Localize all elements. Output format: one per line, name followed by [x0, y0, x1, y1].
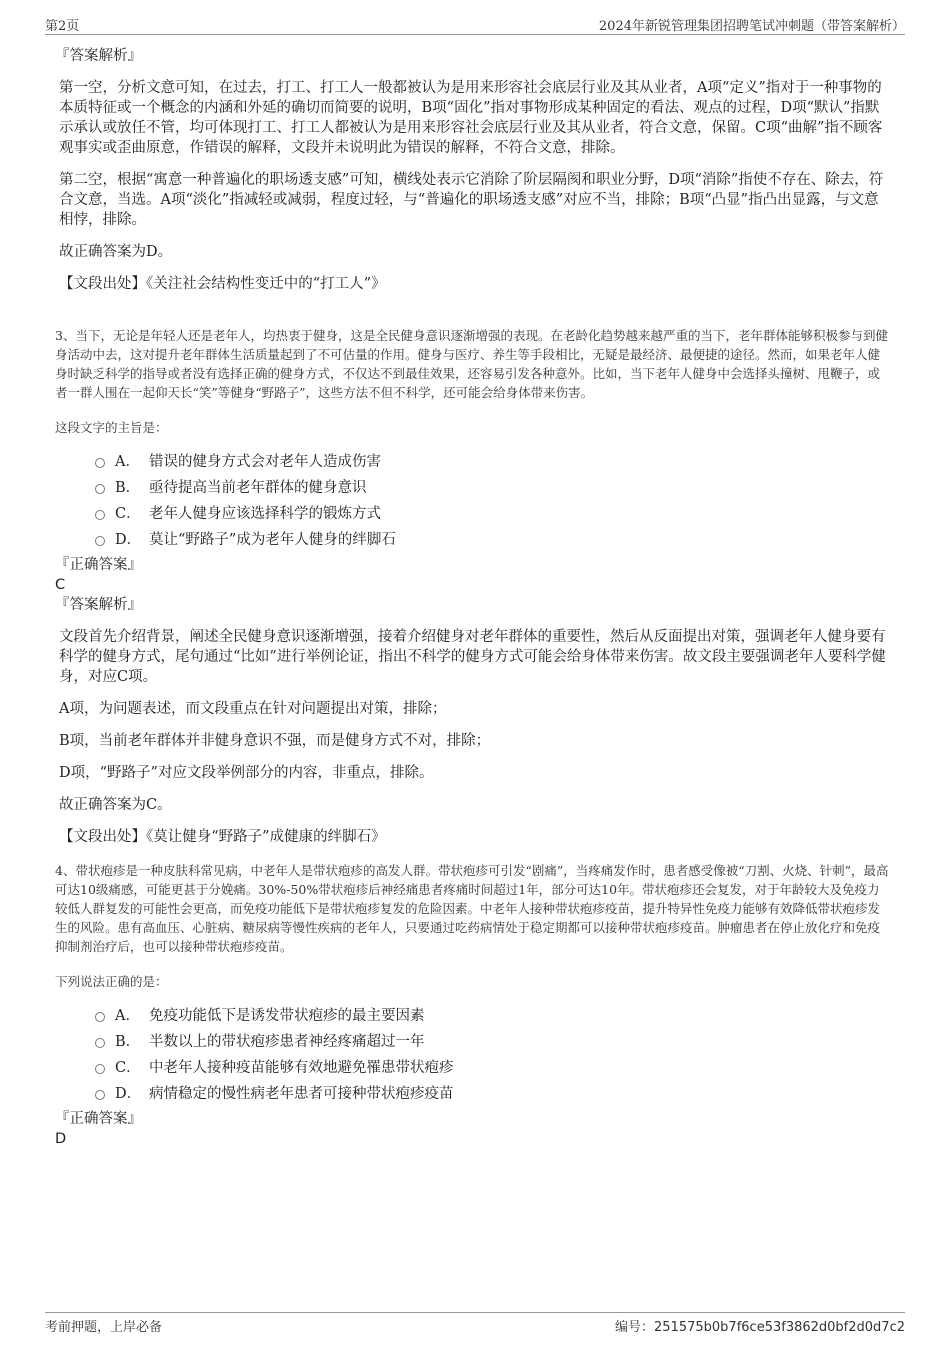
q3-option-c[interactable]	[95, 499, 890, 525]
document-title: 2024年新锐管理集团招聘笔试冲刺题（带答案解析）	[598, 19, 905, 34]
radio-icon[interactable]	[95, 536, 105, 546]
radio-icon[interactable]	[95, 1064, 105, 1074]
radio-icon[interactable]	[95, 510, 105, 520]
option-letter: D．	[115, 531, 142, 548]
q3-option-b[interactable]	[95, 473, 890, 499]
q4-prompt: 下列说法正确的是：	[55, 974, 168, 989]
q3-option-d[interactable]	[95, 525, 890, 551]
code-value: 251575b0b7f6ce53f3862d0bf2d0d7c2	[654, 1320, 905, 1335]
footer-slogan: 考前押题，上岸必备	[45, 1320, 163, 1335]
radio-icon[interactable]	[95, 1012, 105, 1022]
option-text: 老年人健身应该选择科学的锻炼方式	[149, 505, 381, 522]
document-code	[615, 1316, 905, 1335]
option-letter: B．	[115, 479, 141, 496]
option-text: 免疫功能低下是诱发带状疱疹的最主要因素	[149, 1007, 425, 1024]
option-letter: B．	[115, 1033, 141, 1050]
radio-icon[interactable]	[95, 458, 105, 468]
q4-option-d[interactable]	[95, 1079, 890, 1105]
q2-analysis-para2: 第二空，根据“寓意一种普遍化的职场透支感”可知，横线处表示它消除了阶层隔阂和职业分野，D项“消除”指使不存在、除去，符合文意，当选。A项“淡化”指减轻或减弱，程度过轻，与“普遍化的职场透支感”对应不当，排除；B项“凸显”指凸出显露，与文意相悖，排除。	[59, 172, 884, 228]
radio-icon[interactable]	[95, 484, 105, 494]
q4-option-c[interactable]	[95, 1053, 890, 1079]
q3-analysis-a: A项，为问题表述，而文段重点在针对问题提出对策，排除；	[59, 701, 447, 717]
q2-conclusion: 故正确答案为D。	[59, 244, 173, 260]
q3-analysis-d: D项，“野路子”对应文段举例部分的内容，非重点，排除。	[59, 765, 434, 781]
option-text: 中老年人接种疫苗能够有效地避免罹患带状疱疹	[149, 1059, 454, 1076]
page-content	[55, 46, 890, 1149]
q3-analysis-label: 『答案解析』	[55, 597, 142, 613]
radio-icon[interactable]	[95, 1090, 105, 1100]
q3-conclusion: 故正确答案为C。	[59, 797, 172, 813]
radio-icon[interactable]	[95, 1038, 105, 1048]
page-header	[45, 12, 905, 35]
q4-answer-label: 『正确答案』	[55, 1111, 142, 1127]
q3-source: 【文段出处】《莫让健身“野路子”成健康的绊脚石》	[59, 829, 386, 845]
q4-stem: 4、带状疱疹是一种皮肤科常见病，中老年人是带状疱疹的高发人群。带状疱疹可引发“剧痛”，当疼痛发作时，患者感受像被“刀割、火烧、针刺”，最高可达10级痛感，可能更甚于分娩痛。30%-50%带状疱疹后神经痛患者疼痛时间超过1年，部分可达10年。带状疱疹还会复发，对于年龄较大及免疫力较低人群复发的可能性会更高，而免疫功能低下是带状疱疹复发的危险因素。中老年人接种带状疱疹疫苗，提升特异性免疫力能够有效降低带状疱疹发生的风险。患有高血压、心脏病、糖尿病等慢性疾病的老年人，只要通过吃药病情处于稳定期都可以接种带状疱疹疫苗。肿瘤患者在停止放化疗和免疫抑制剂治疗后，也可以接种带状疱疹疫苗。	[55, 863, 889, 954]
q3-analysis-para: 文段首先介绍背景，阐述全民健身意识逐渐增强，接着介绍健身对老年群体的重要性，然后从反面提出对策，强调老年人健身要有科学的健身方式，尾句通过“比如”进行举例论证，指出不科学的健身方式可能会给身体带来伤害。故文段主要强调老年人要科学健身，对应C项。	[59, 629, 886, 685]
option-letter: A．	[115, 453, 140, 470]
option-text: 亟待提高当前老年群体的健身意识	[149, 479, 367, 496]
q4-options	[55, 1001, 890, 1105]
q3-options	[55, 447, 890, 551]
q3-option-a[interactable]	[95, 447, 890, 473]
page-footer	[45, 1312, 905, 1335]
q2-analysis-para1: 第一空，分析文意可知，在过去，打工、打工人一般都被认为是用来形容社会底层行业及其从业者，A项“定义”指对于一种事物的本质特征或一个概念的内涵和外延的确切而简要的说明，B项“固化”指对事物形成某种固定的看法、观点的过程，D项“默认”指默示承认或放任不管，均可体现打工、打工人都被认为是用来形容社会底层行业及其从业者，符合文意，保留。C项“曲解”指不顾客观事实或歪曲原意，作错误的解释，文段并未说明此为错误的解释，不符合文意，排除。	[59, 80, 883, 156]
q4-option-b[interactable]	[95, 1027, 890, 1053]
q3-prompt: 这段文字的主旨是：	[55, 420, 168, 435]
option-text: 半数以上的带状疱疹患者神经疼痛超过一年	[149, 1033, 425, 1050]
option-letter: C．	[115, 505, 141, 522]
q3-analysis-b: B项，当前老年群体并非健身意识不强，而是健身方式不对，排除；	[59, 733, 491, 749]
q3-stem: 3、当下，无论是年轻人还是老年人，均热衷于健身，这是全民健身意识逐渐增强的表现。在老龄化趋势越来越严重的当下，老年群体能够积极参与到健身活动中去，这对提升老年群体生活质量起到了不可估量的作用。健身与医疗、养生等手段相比，无疑是最经济、最便捷的途径。然而，如果老年人健身时缺乏科学的指导或者没有选择正确的健身方式，不仅达不到最佳效果，还容易引发各种意外。比如，当下老年人健身中会选择头撞树、甩鞭子，或者一群人围在一起仰天长“笑”等健身“野路子”，这些方法不但不科学，还可能会给身体带来伤害。	[55, 328, 888, 400]
page-number: 第2页	[45, 19, 80, 34]
option-text: 错误的健身方式会对老年人造成伤害	[149, 453, 381, 470]
q2-source: 【文段出处】《关注社会结构性变迁中的“打工人”》	[59, 276, 386, 292]
q3-answer-label: 『正确答案』	[55, 557, 142, 573]
option-letter: A．	[115, 1007, 140, 1024]
q4-option-a[interactable]	[95, 1001, 890, 1027]
q4-answer: D	[55, 1131, 67, 1147]
q3-answer: C	[55, 577, 66, 593]
code-label: 编号：	[615, 1320, 655, 1335]
option-text: 病情稳定的慢性病老年患者可接种带状疱疹疫苗	[149, 1085, 454, 1102]
q2-analysis-label: 『答案解析』	[55, 48, 142, 64]
option-letter: D．	[115, 1085, 142, 1102]
option-text: 莫让“野路子”成为老年人健身的绊脚石	[149, 531, 396, 548]
option-letter: C．	[115, 1059, 141, 1076]
